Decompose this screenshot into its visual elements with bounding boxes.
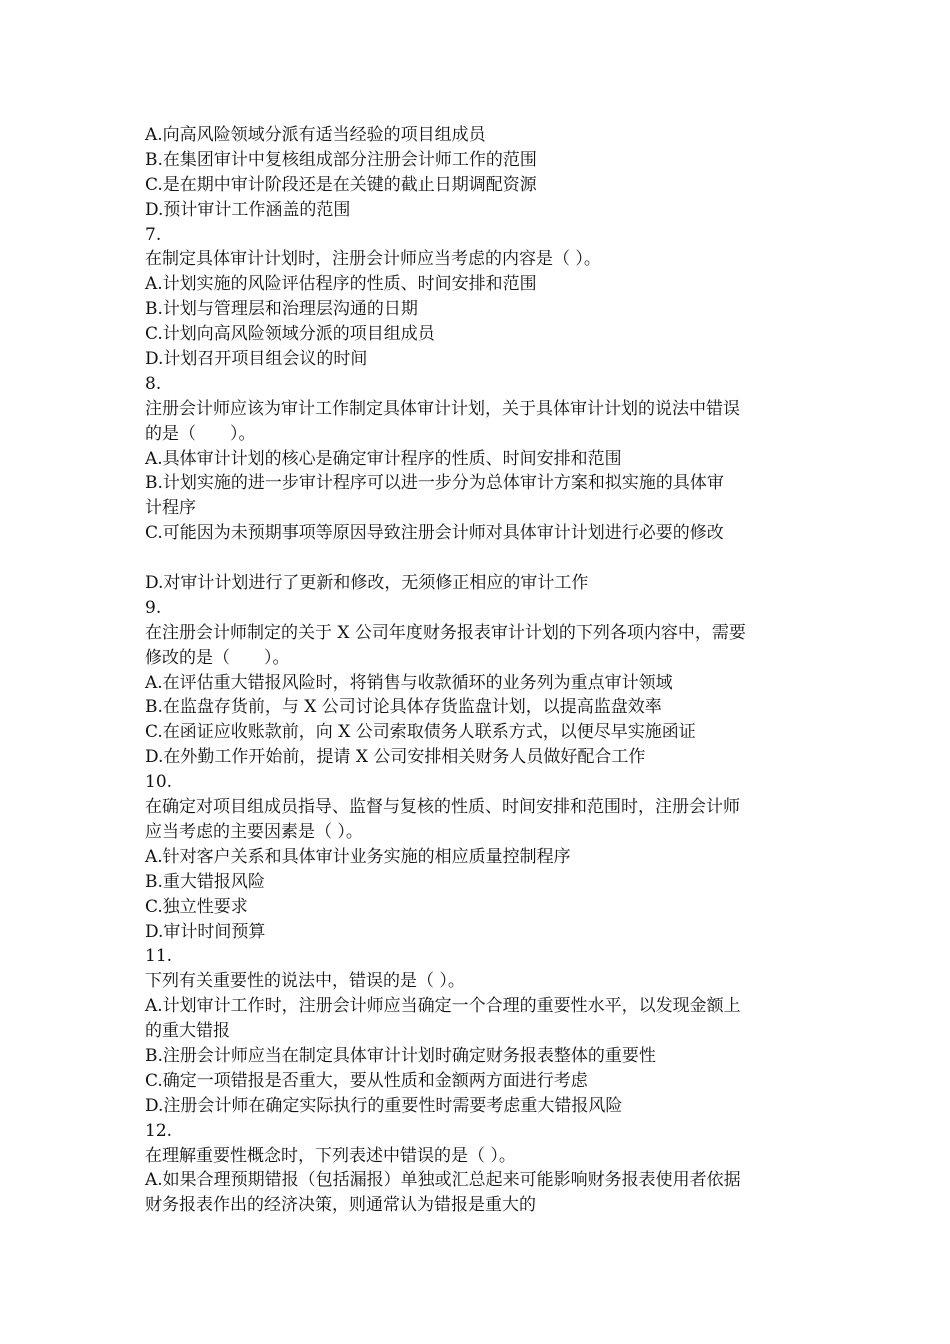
q11-option-b: B.注册会计师应当在制定具体审计计划时确定财务报表整体的重要性 [145,1045,656,1066]
q10-option-d: D.审计时间预算 [145,921,266,942]
q7-option-a: A.计划实施的风险评估程序的性质、时间安排和范围 [145,274,537,295]
q10-number: 10. [145,772,173,793]
q11-option-d: D.注册会计师在确定实际执行的重要性时需要考虑重大错报风险 [145,1095,623,1116]
q9-stem-line2: 修改的是（ ）。 [145,647,290,668]
q9-option-c: C.在函证应收账款前，向 X 公司索取债务人联系方式，以便尽早实施函证 [145,722,696,743]
q8-option-b-line1: B.计划实施的进一步审计程序可以进一步分为总体审计方案和拟实施的具体审 [145,473,724,494]
q7-option-c: C.计划向高风险领域分派的项目组成员 [145,324,435,345]
q6-option-c: C.是在期中审计阶段还是在关键的截止日期调配资源 [145,174,537,195]
q7-option-d: D.计划召开项目组会议的时间 [145,349,368,370]
q10-option-c: C.独立性要求 [145,896,248,917]
q8-option-b-line2: 计程序 [145,498,196,519]
blank-line [145,546,810,571]
document-body [145,123,810,1218]
q10-stem-line2: 应当考虑的主要因素是（ ）。 [145,821,363,842]
q9-stem-line1: 在注册会计师制定的关于 X 公司年度财务报表审计计划的下列各项内容中，需要 [145,622,746,643]
q8-stem-line2: 的是（ ）。 [145,423,256,444]
q8-stem-line1: 注册会计师应该为审计工作制定具体审计计划，关于具体审计计划的说法中错误 [145,398,740,419]
q6-option-b: B.在集团审计中复核组成部分注册会计师工作的范围 [145,149,537,170]
q11-number: 11. [145,946,173,967]
q9-number: 9. [145,597,162,618]
q10-stem-line1: 在确定对项目组成员指导、监督与复核的性质、时间安排和范围时，注册会计师 [145,797,740,818]
q11-option-a-line2: 的重大错报 [145,1021,230,1042]
q7-stem: 在制定具体审计计划时，注册会计师应当考虑的内容是（ ）。 [145,249,601,270]
q7-number: 7. [145,224,162,245]
q9-option-d: D.在外勤工作开始前，提请 X 公司安排相关财务人员做好配合工作 [145,747,646,768]
q11-option-c: C.确定一项错报是否重大，要从性质和金额两方面进行考虑 [145,1070,588,1091]
q9-option-b: B.在监盘存货前，与 X 公司讨论具体存货监盘计划，以提高监盘效率 [145,697,662,718]
q12-option-a-line1: A.如果合理预期错报（包括漏报）单独或汇总起来可能影响财务报表使用者依据 [145,1170,741,1191]
q12-number: 12. [145,1120,173,1141]
q8-option-a: A.具体审计计划的核心是确定审计程序的性质、时间安排和范围 [145,448,622,469]
q12-stem: 在理解重要性概念时，下列表述中错误的是（ ）。 [145,1145,516,1166]
q11-option-a-line1: A.计划审计工作时，注册会计师应当确定一个合理的重要性水平，以发现金额上 [145,996,741,1017]
q8-option-c: C.可能因为未预期事项等原因导致注册会计师对具体审计计划进行必要的修改 [145,523,724,544]
q6-option-d: D.预计审计工作涵盖的范围 [145,199,351,220]
q6-option-a: A.向高风险领域分派有适当经验的项目组成员 [145,125,486,145]
q8-option-d: D.对审计计划进行了更新和修改，无须修正相应的审计工作 [145,573,589,594]
q11-stem: 下列有关重要性的说法中，错误的是（ ）。 [145,971,465,992]
q10-option-b: B.重大错报风险 [145,871,265,892]
q8-number: 8. [145,373,162,394]
q7-option-b: B.计划与管理层和治理层沟通的日期 [145,299,418,320]
q12-option-a-line2: 财务报表作出的经济决策，则通常认为错报是重大的 [145,1195,536,1216]
q10-option-a: A.针对客户关系和具体审计业务实施的相应质量控制程序 [145,846,571,867]
q9-option-a: A.在评估重大错报风险时，将销售与收款循环的业务列为重点审计领域 [145,672,673,693]
